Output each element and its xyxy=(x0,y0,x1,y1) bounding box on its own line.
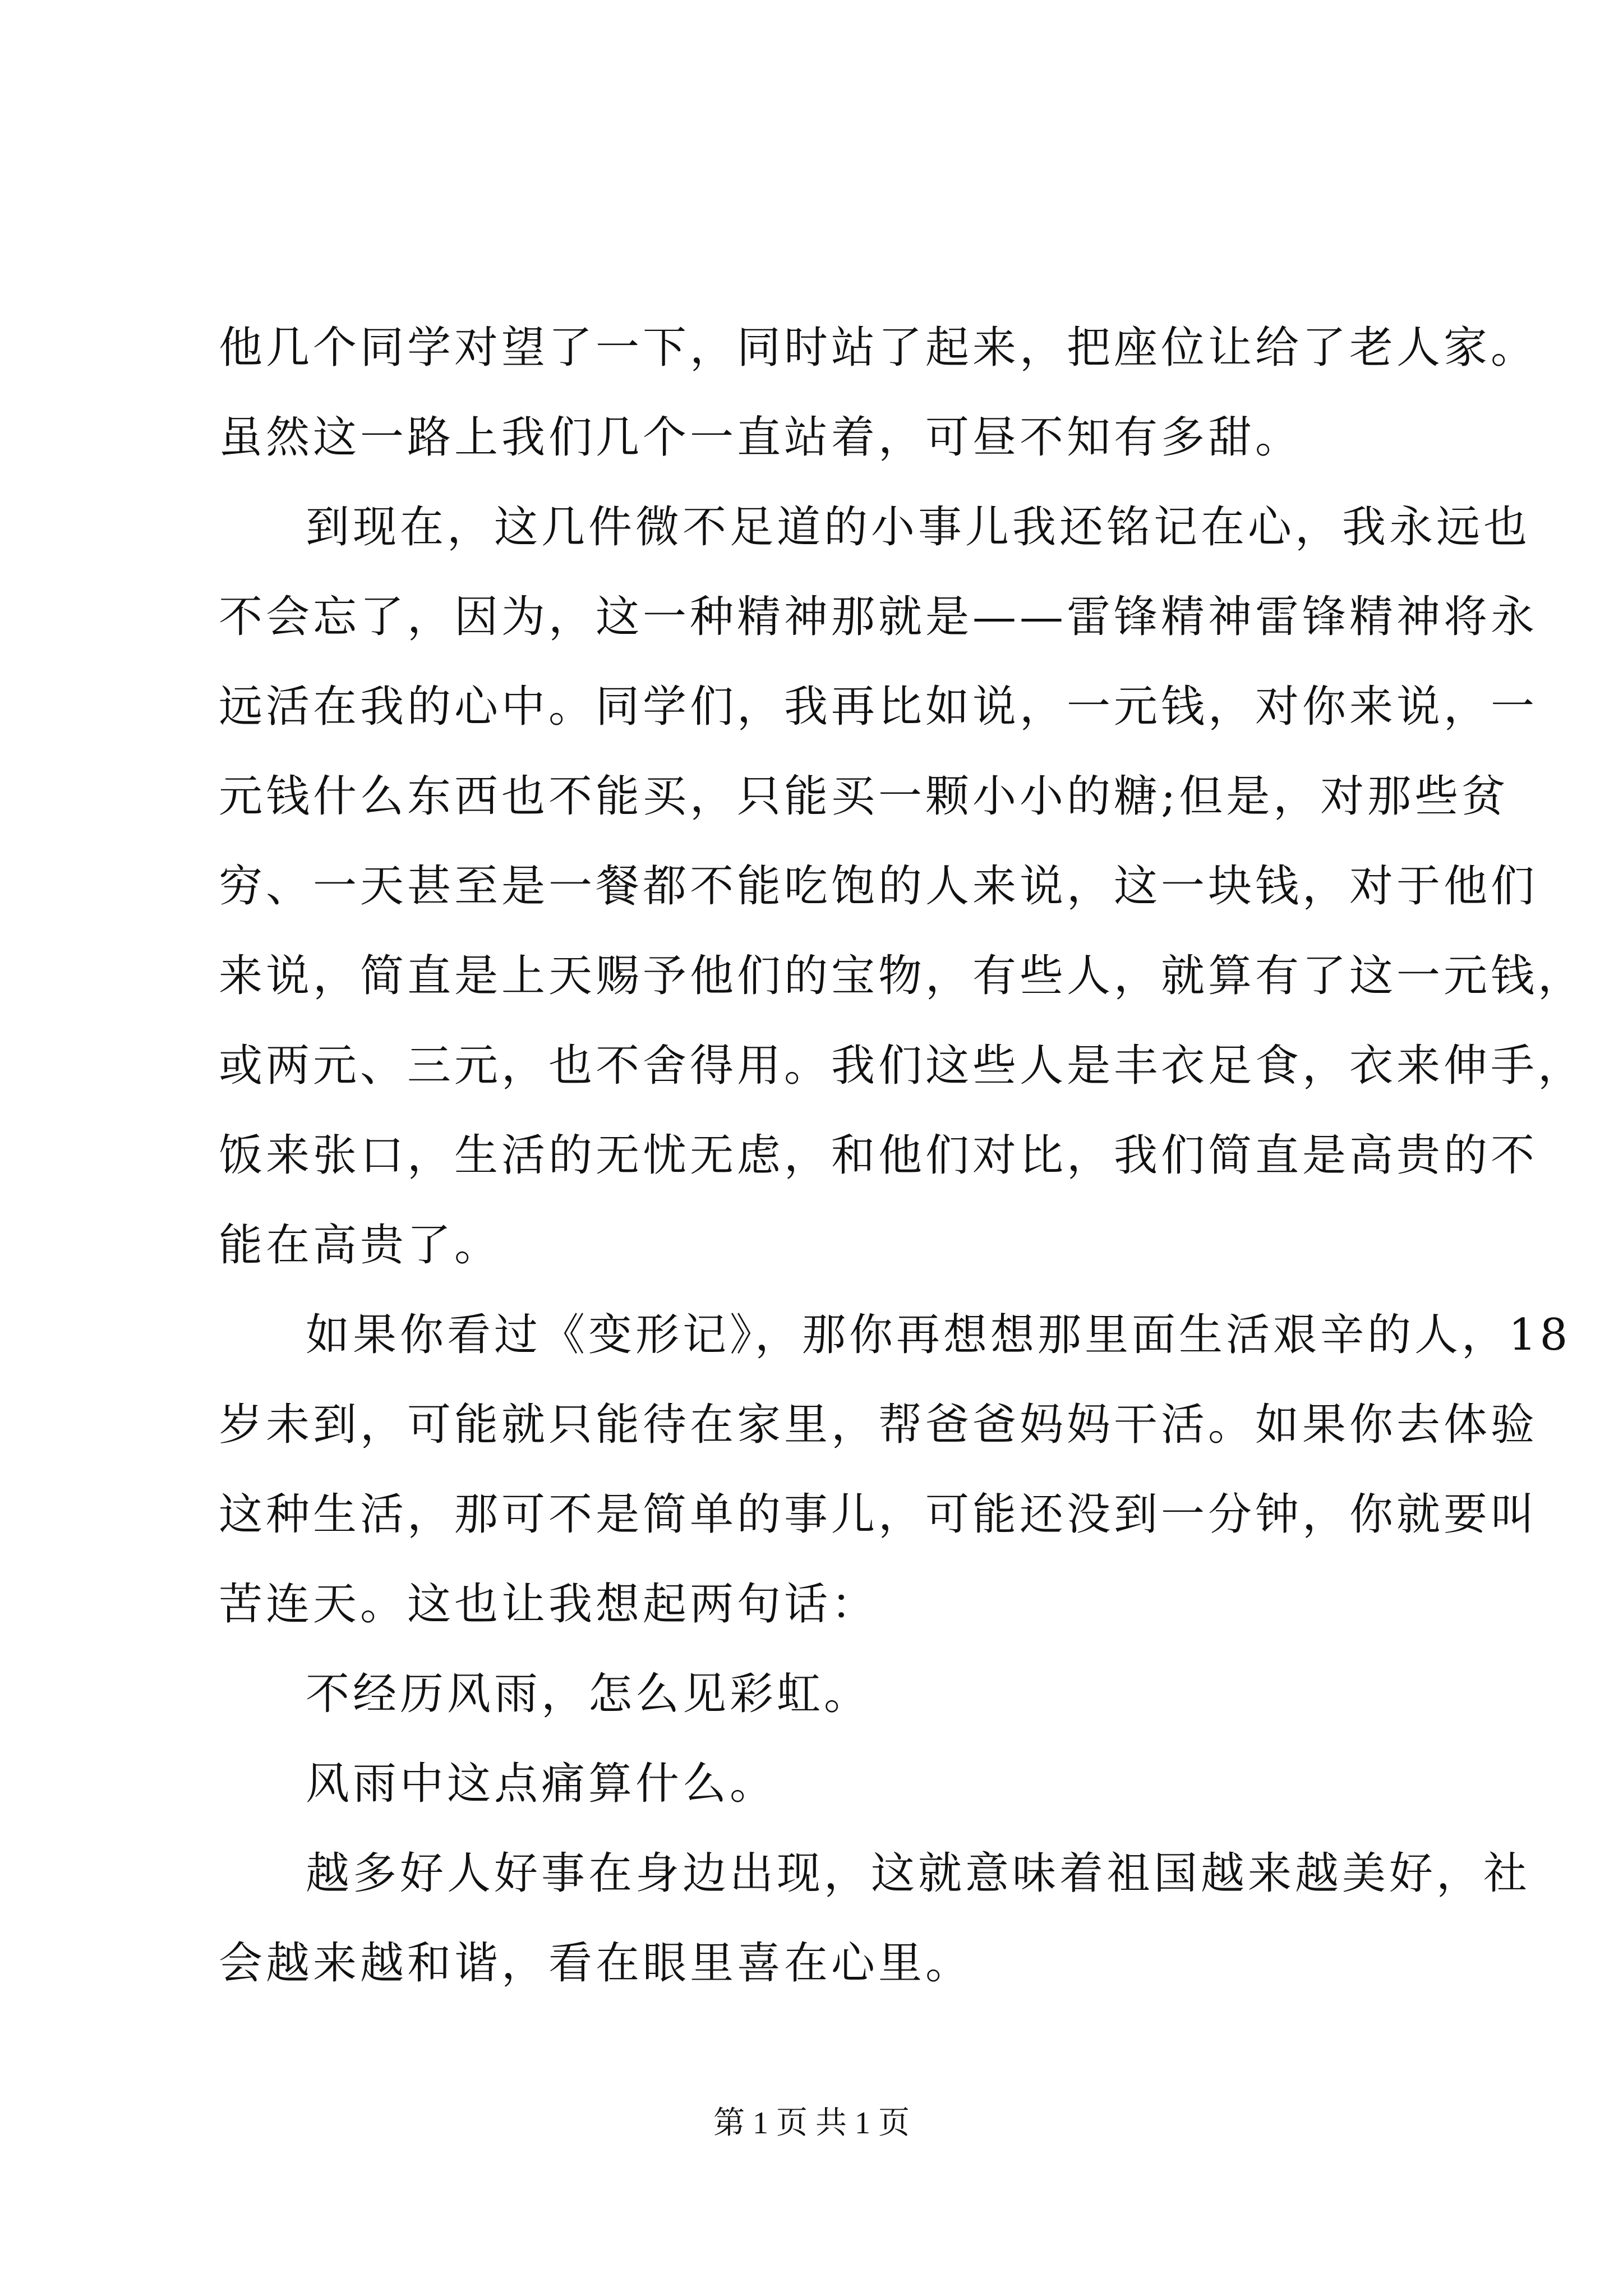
text-line: 远活在我的心中。同学们，我再比如说，一元钱，对你来说，一 xyxy=(219,682,1538,732)
paragraph-first-line: 如果你看过《变形记》，那你再想想那里面生活艰辛的人，18 xyxy=(306,1310,1571,1360)
paragraph-first-line: 风雨中这点痛算什么。 xyxy=(306,1759,777,1809)
paragraph-first-line: 越多好人好事在身边出现，这就意味着祖国越来越美好，社 xyxy=(306,1848,1531,1899)
text-line: 或两元、三元，也不舍得用。我们这些人是丰衣足食，衣来伸手， xyxy=(219,1041,1585,1091)
paragraph-first-line: 到现在，这几件微不足道的小事儿我还铭记在心，我永远也 xyxy=(306,502,1531,553)
text-line: 这种生活，那可不是简单的事儿，可能还没到一分钟，你就要叫 xyxy=(219,1489,1538,1540)
text-line: 岁未到，可能就只能待在家里，帮爸爸妈妈干活。如果你去体验 xyxy=(219,1400,1538,1450)
text-line: 来说，简直是上天赐予他们的宝物，有些人，就算有了这一元钱， xyxy=(219,951,1585,1001)
text-line: 饭来张口，生活的无忧无虑，和他们对比，我们简直是高贵的不 xyxy=(219,1130,1538,1181)
text-line: 虽然这一路上我们几个一直站着，可昼不知有多甜。 xyxy=(219,412,1303,463)
paragraph-first-line: 不经历风雨，怎么见彩虹。 xyxy=(306,1669,872,1719)
text-line: 穷、一天甚至是一餐都不能吃饱的人来说，这一块钱，对于他们 xyxy=(219,861,1538,912)
text-line: 会越来越和谐，看在眼里喜在心里。 xyxy=(219,1938,973,1989)
text-line: 苦连天。这也让我想起两句话： xyxy=(219,1579,879,1630)
text-line: 他几个同学对望了一下，同时站了起来，把座位让给了老人家。 xyxy=(219,323,1538,373)
text-line: 不会忘了，因为，这一种精神那就是——雷锋精神雷锋精神将永 xyxy=(219,592,1538,642)
text-line: 元钱什么东西也不能买，只能买一颗小小的糖;但是，对那些贫 xyxy=(219,771,1509,822)
page-number-footer: 第 1 页 共 1 页 xyxy=(713,2106,910,2141)
text-line: 能在高贵了。 xyxy=(219,1220,502,1271)
